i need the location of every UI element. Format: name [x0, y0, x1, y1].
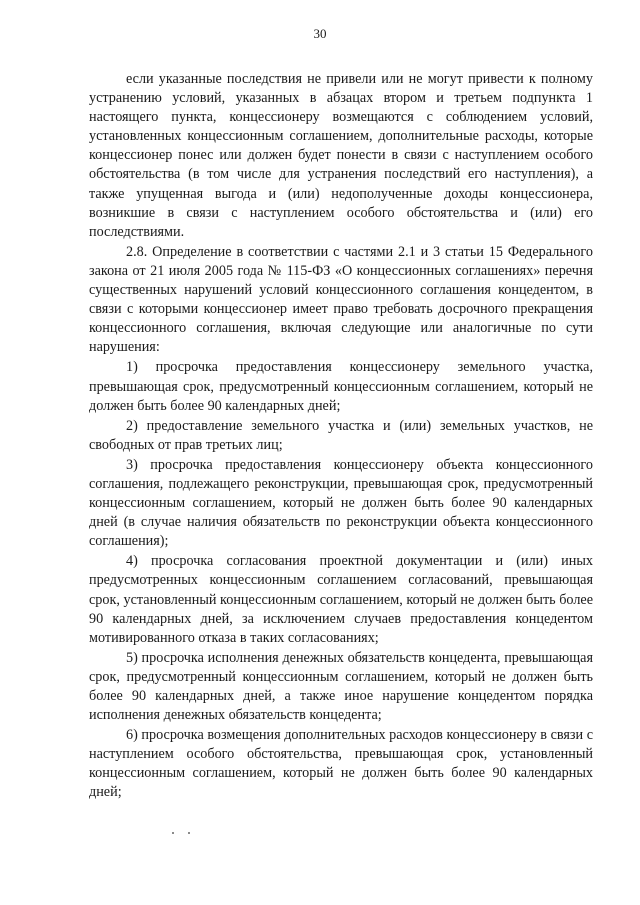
list-item-5: 5) просрочка исполнения денежных обязательств концедента, превышающая срок, предусмотренный концессионным соглашением, который не должен быть более 90 календарных дней, а также иное нарушение концедентом порядка исполнения денежных обязательств концедента;	[89, 649, 593, 724]
page-number: 30	[313, 26, 327, 41]
list-item-4: 4) просрочка согласования проектной документации и (или) иных предусмотренных концессионным соглашением согласований, превышающая срок, установленный концессионным соглашением, который не должен быть более 90 календарных дней, за исключением случаев предоставления концедентом мотивированного отказа в таких согласованиях;	[89, 553, 593, 646]
paragraph-continuation: если указанные последствия не привели или не могут привести к полному устранению условий, указанных в абзацах втором и третьем подпункта 1 настоящего пункта, концессионеру возмещаются с соблюдением условий, установленных концессионным соглашением, дополнительные расходы, которые концессионер понес или должен будет понести в связи с наступлением особого обстоятельства (в том числе для устранения последствий его наступления), а также упущенная выгода и (или) недополученные доходы концессионера, возникшие в связи с наступлением особого обстоятельства и (или) его последствиями.	[89, 71, 593, 240]
scan-dot	[172, 832, 174, 834]
list-item-1: 1) просрочка предоставления концессионеру земельного участка, превышающая срок, предусмотренный концессионным соглашением, который не должен быть более 90 календарных дней;	[89, 359, 593, 414]
paragraph-2-8: 2.8. Определение в соответствии с частями 2.1 и 3 статьи 15 Федерального закона от 21 июля 2005 года № 115-ФЗ «О концессионных соглашениях» перечня существенных нарушений условий концессионного соглашения концедентом, в связи с которыми концессионер имеет право требовать досрочного прекращения концессионного соглашения, включая следующие или аналогичные по сути нарушения:	[89, 243, 593, 356]
list-item-2: 2) предоставление земельного участка и (или) земельных участков, не свободных от прав третьих лиц;	[89, 417, 593, 453]
list-item-6: 6) просрочка возмещения дополнительных расходов концессионеру в связи с наступлением особого обстоятельства, превышающая срок, установленный концессионным соглашением, который не должен быть более 90 календарных дней;	[89, 727, 593, 801]
scan-artifact-marks	[172, 832, 202, 838]
document-body	[89, 70, 593, 803]
list-item-3: 3) просрочка предоставления концессионеру объекта концессионного соглашения, подлежащего реконструкции, превышающая срок, предусмотренный концессионным соглашением, который не должен быть более 90 календарных дней (в случае наличия обязательств по реконструкции объекта концессионного соглашения);	[89, 456, 593, 550]
scan-dot	[188, 832, 190, 834]
